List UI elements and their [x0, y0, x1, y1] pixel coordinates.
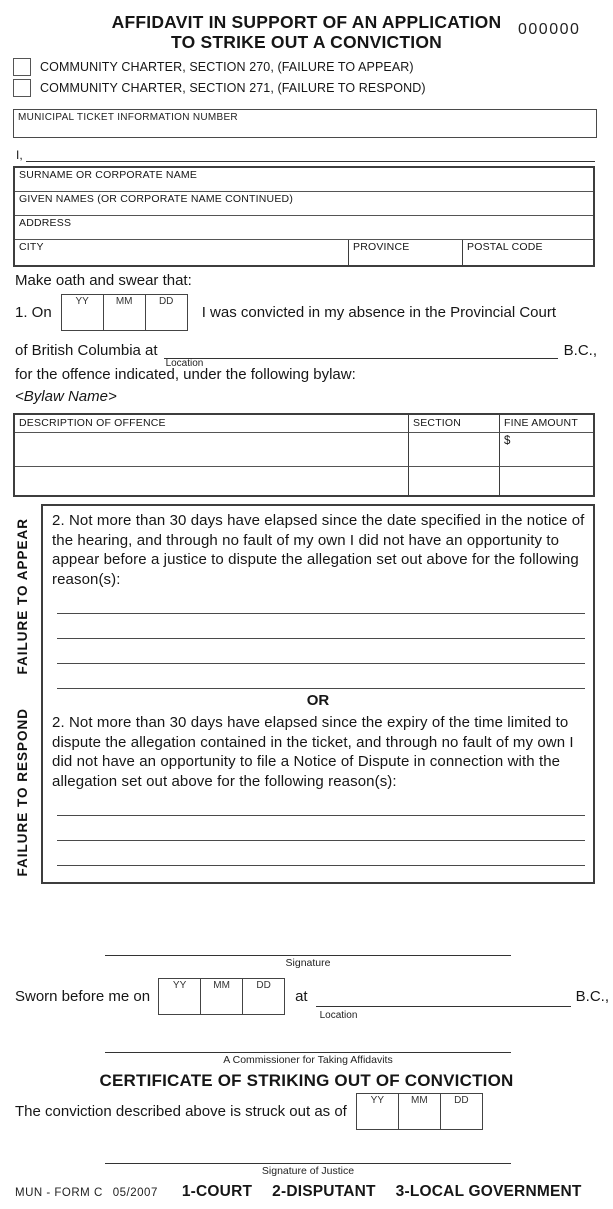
form-title-line2: TO STRIKE OUT A CONVICTION — [171, 32, 442, 52]
offence-description-header: DESCRIPTION OF OFFENCE — [19, 417, 166, 429]
respond-reason-line-1[interactable] — [57, 791, 585, 816]
offence-section-header: SECTION — [408, 415, 499, 432]
identity-table — [13, 166, 595, 267]
sworn-month-cell[interactable] — [200, 979, 242, 1014]
strike-year-cell[interactable] — [357, 1094, 398, 1129]
form-date: 05/2007 — [112, 1187, 158, 1199]
section-271-checkbox[interactable] — [13, 79, 31, 97]
offence-fine-cell-1[interactable]: $ — [499, 432, 593, 466]
surname-field[interactable] — [15, 168, 593, 192]
court-location-line[interactable] — [164, 338, 558, 369]
sworn-day-cell[interactable] — [242, 979, 284, 1014]
failure-to-respond-paragraph: 2. Not more than 30 days have elapsed since the expiry of the time limited to dispute the allegation contained in the ticket, and through no fault of my own I did not have an opportunity to file a Notice of Dispute in connection with the allegation set out above for the following reason(s): — [52, 714, 574, 790]
conviction-date-box — [61, 294, 188, 331]
strike-day-cell[interactable] — [440, 1094, 482, 1129]
commissioner-signature-label: A Commissioner for Taking Affidavits — [223, 1054, 393, 1066]
yy-label: YY — [75, 296, 89, 307]
failure-to-respond-side — [5, 700, 39, 885]
mm-label: MM — [115, 296, 133, 307]
declarant-name-row — [16, 146, 595, 162]
bylaw-name-placeholder[interactable]: <Bylaw Name> — [15, 388, 117, 405]
conviction-day-cell[interactable] — [145, 295, 187, 330]
sworn-prefix: Sworn before me on — [15, 987, 151, 1005]
offence-section-cell-2[interactable] — [408, 466, 499, 495]
certificate-body: The conviction described above is struck out as of — [15, 1103, 347, 1120]
section1-bc-suffix: B.C., — [563, 342, 597, 359]
city-field[interactable] — [15, 240, 348, 265]
sworn-bc-suffix: B.C., — [575, 987, 609, 1005]
dd-label: DD — [256, 979, 271, 991]
commissioner-signature-line[interactable] — [105, 1035, 511, 1053]
failure-to-appear-side — [5, 505, 39, 688]
copy-distribution — [182, 1183, 582, 1201]
or-divider: OR — [306, 692, 330, 709]
certificate-row — [15, 1093, 483, 1130]
respond-reason-line-2[interactable] — [57, 816, 585, 841]
section1-line2-prefix: of British Columbia at — [15, 342, 158, 359]
given-names-field[interactable] — [15, 192, 593, 216]
offence-description-cell-2[interactable] — [15, 466, 408, 495]
appear-reason-line-2[interactable] — [57, 614, 585, 639]
failure-to-appear-paragraph: 2. Not more than 30 days have elapsed since the date specified in the notice of the hearing, and through no fault of my own I did not have an opportunity to appear before a justice to dispute the allegation set out above for the following reason(s): — [52, 512, 585, 588]
province-label: PROVINCE — [353, 241, 410, 253]
failure-to-appear-label: FAILURE TO APPEAR — [14, 518, 30, 675]
reasons-box — [41, 504, 595, 884]
respond-reason-line-3[interactable] — [57, 841, 585, 866]
address-field[interactable] — [15, 216, 593, 240]
sworn-year-cell[interactable] — [159, 979, 200, 1014]
section-270-checkbox[interactable] — [13, 58, 31, 76]
surname-label: SURNAME OR CORPORATE NAME — [19, 169, 198, 181]
copy-disputant: 2-DISPUTANT — [272, 1183, 376, 1200]
municipal-ticket-number-label: MUNICIPAL TICKET INFORMATION NUMBER — [18, 112, 238, 123]
section1-conviction-row — [15, 294, 556, 331]
sworn-location-line[interactable] — [316, 1006, 571, 1007]
offence-fine-header: FINE AMOUNT — [499, 415, 593, 432]
failure-to-respond-label: FAILURE TO RESPOND — [14, 708, 30, 877]
sworn-location-label: Location — [319, 1009, 358, 1021]
city-label: CITY — [19, 241, 44, 253]
section-271-label: COMMUNITY CHARTER, SECTION 271, (FAILURE TO RESPOND) — [40, 80, 426, 95]
charter-option-270 — [13, 58, 426, 75]
address-label: ADDRESS — [19, 217, 72, 229]
appear-reason-line-3[interactable] — [57, 639, 585, 664]
sworn-date-box — [158, 978, 285, 1015]
yy-label: YY — [172, 979, 187, 991]
justice-signature-label: Signature of Justice — [261, 1165, 355, 1177]
given-names-label: GIVEN NAMES (OR CORPORATE NAME CONTINUED) — [19, 193, 294, 205]
copy-local-government: 3-LOCAL GOVERNMENT — [395, 1183, 582, 1200]
section1-prefix: 1. On — [15, 304, 52, 321]
dd-label: DD — [158, 296, 174, 307]
yy-label: YY — [370, 1095, 385, 1106]
sworn-at-label: at — [295, 987, 308, 1005]
copy-court: 1-COURT — [181, 1183, 253, 1200]
section1-line3: for the offence indicated, under the following bylaw: — [15, 366, 356, 383]
offence-section-cell-1[interactable] — [408, 432, 499, 466]
sworn-row — [15, 977, 609, 1021]
offence-description-cell-1[interactable] — [15, 432, 408, 466]
oath-intro: Make oath and swear that: — [15, 272, 192, 289]
province-field[interactable] — [348, 240, 462, 265]
municipal-ticket-number-field[interactable] — [13, 109, 597, 138]
form-footer — [15, 1183, 598, 1201]
city-province-postal-row — [15, 240, 593, 265]
appear-reason-line-1[interactable] — [57, 589, 585, 614]
certificate-title: CERTIFICATE OF STRIKING OUT OF CONVICTION — [99, 1071, 514, 1090]
sworn-location-field[interactable] — [316, 978, 571, 1021]
appear-reason-line-4[interactable] — [57, 664, 585, 689]
charter-option-271 — [13, 79, 426, 96]
court-location-label: Location — [165, 358, 204, 369]
offence-fine-cell-2[interactable] — [499, 466, 593, 495]
strike-month-cell[interactable] — [398, 1094, 440, 1129]
form-code: MUN - FORM C — [15, 1187, 103, 1199]
deponent-signature-label: Signature — [285, 957, 331, 969]
postal-code-field[interactable] — [462, 240, 593, 265]
mm-label: MM — [411, 1095, 428, 1106]
deponent-signature-line[interactable] — [105, 938, 511, 956]
section1-location-row — [15, 337, 597, 369]
conviction-year-cell[interactable] — [62, 295, 103, 330]
postal-code-label: POSTAL CODE — [467, 241, 543, 253]
declarant-name-line[interactable] — [26, 146, 595, 162]
conviction-month-cell[interactable] — [103, 295, 145, 330]
justice-signature-line[interactable] — [105, 1146, 511, 1164]
commissioner-signature-block — [105, 1035, 511, 1066]
dd-label: DD — [454, 1095, 469, 1106]
form-title-line1: AFFIDAVIT IN SUPPORT OF AN APPLICATION — [111, 12, 502, 32]
strike-out-date-box — [356, 1093, 483, 1130]
section1-line1-suffix: I was convicted in my absence in the Provincial Court — [201, 304, 557, 321]
serial-number: 000000 — [518, 21, 581, 38]
offence-table — [13, 413, 595, 497]
deponent-signature-block — [105, 938, 511, 969]
mm-label: MM — [213, 979, 230, 991]
justice-signature-block — [105, 1146, 511, 1177]
charter-section-options — [13, 58, 426, 100]
section-270-label: COMMUNITY CHARTER, SECTION 270, (FAILURE TO APPEAR) — [40, 59, 414, 74]
i-prefix: I, — [16, 148, 23, 162]
